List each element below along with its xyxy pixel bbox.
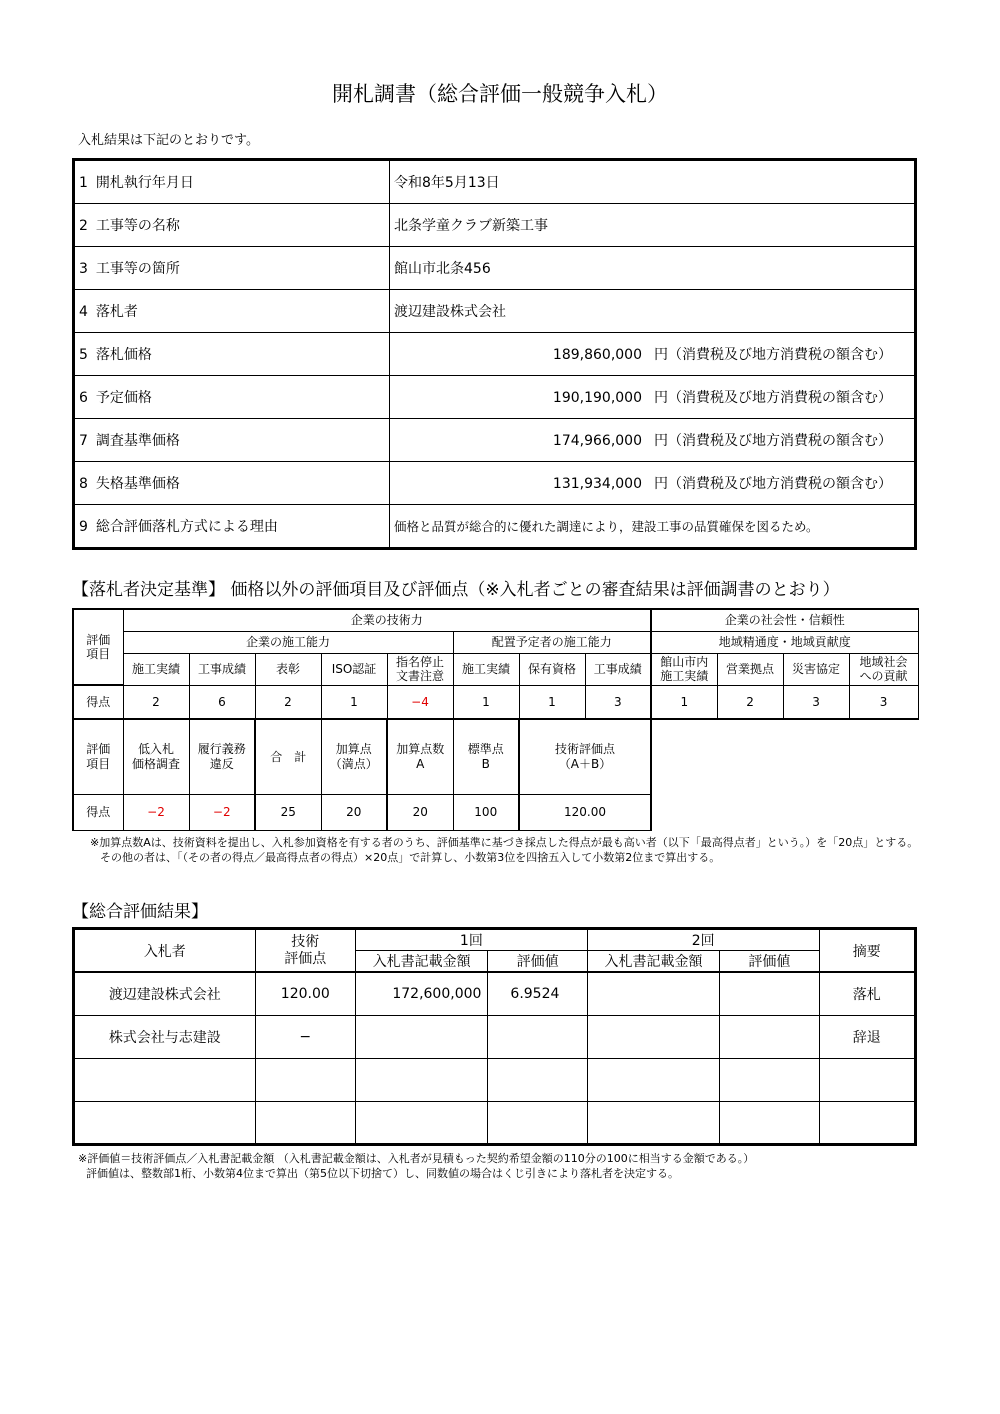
bidder-col-header: 入札者 (74, 929, 256, 973)
round2-eval (720, 972, 819, 1015)
remark-col-header: 摘要 (819, 929, 915, 973)
round1-eval (488, 1058, 587, 1101)
round1-eval (488, 1015, 587, 1058)
criteria-score: 1 (651, 685, 717, 719)
result-row (74, 972, 916, 1015)
criteria-item: 営業拠点 (717, 653, 783, 685)
amount-unit: 円（消費税及び地方消費税の額含む） (654, 433, 892, 449)
round2-eval-header: 評価値 (720, 951, 819, 973)
round1-amount (355, 1058, 487, 1101)
info-row (74, 204, 916, 247)
round1-amount (355, 1015, 487, 1058)
info-label-text: 工事等の名称 (95, 218, 180, 234)
criteria-item-2: 履行義務 違反 (189, 719, 255, 794)
info-number: 4 (79, 304, 88, 320)
amount-value: 190,190,000 (552, 390, 642, 406)
info-row (74, 419, 916, 462)
criteria-score: 2 (255, 685, 321, 719)
blank-area (651, 719, 918, 830)
criteria-score-2: 100 (453, 794, 519, 830)
amount-unit: 円（消費税及び地方消費税の額含む） (654, 476, 892, 492)
results-note-line1: ※評価値＝技術評価点／入札書記載金額 （入札書記載金額は、入札者が見積もった契約希望金額の110分の100に相当する金額である。） (78, 1152, 755, 1165)
round2-amount (587, 1101, 719, 1144)
amount-value: 189,860,000 (552, 347, 642, 363)
round2-amount (587, 1058, 719, 1101)
criteria-item: 工事成績 (585, 653, 651, 685)
page-title: 開札調書（総合評価一般競争入札） (332, 82, 668, 106)
criteria-item: 地域社会 への貢献 (849, 653, 918, 685)
criteria-item: 施工実績 (453, 653, 519, 685)
info-number: 3 (79, 261, 88, 277)
info-number: 2 (79, 218, 88, 234)
criteria-item-2: 合 計 (255, 719, 321, 794)
round1-amount-header: 入札書記載金額 (355, 951, 487, 973)
criteria-note-line1: ※加算点数Aは、技術資料を提出し、入札参加資格を有する者のうち、評価基準に基づき採点した得点が最も高い者（以下「最高得点者」という。）を「20点」とする。 (90, 836, 919, 849)
criteria-item: ISO認証 (321, 653, 387, 685)
amount-unit: 円（消費税及び地方消費税の額含む） (654, 390, 892, 406)
round1-eval (488, 1101, 587, 1144)
round2-eval (720, 1015, 819, 1058)
criteria-score: 2 (717, 685, 783, 719)
round1-eval: 6.9524 (488, 972, 587, 1015)
criteria-score-2: −2 (123, 794, 189, 830)
regional-contribution-header: 地域精通度・地域貢献度 (651, 631, 918, 653)
criteria-table (72, 608, 919, 831)
criteria-item-2: 加算点 （満点） (321, 719, 387, 794)
info-value-text: 渡辺建設株式会社 (394, 304, 506, 320)
tech-score (255, 1101, 355, 1144)
remark (819, 1058, 915, 1101)
info-label (74, 505, 390, 549)
info-value (390, 290, 916, 333)
info-row (74, 462, 916, 505)
bid-info-table (72, 158, 917, 550)
tech-score: − (255, 1015, 355, 1058)
info-label-text: 落札価格 (95, 347, 152, 363)
score-label: 得点 (73, 685, 123, 719)
info-number: 5 (79, 347, 88, 363)
criteria-item: 保有資格 (519, 653, 585, 685)
info-label-text: 失格基準価格 (95, 476, 180, 492)
round2-eval (720, 1058, 819, 1101)
round2-eval (720, 1101, 819, 1144)
criteria-score-2: 120.00 (519, 794, 651, 830)
info-number: 7 (79, 433, 88, 449)
criteria-heading: 【落札者決定基準】 価格以外の評価項目及び評価点（※入札者ごとの審査結果は評価調書のとおり） (72, 580, 840, 600)
criteria-score: 2 (123, 685, 189, 719)
engineer-capability-header: 配置予定者の施工能力 (453, 631, 651, 653)
info-value-text: 北条学童クラブ新築工事 (394, 218, 548, 234)
info-label-text: 工事等の箇所 (95, 261, 180, 277)
criteria-item: 表彰 (255, 653, 321, 685)
tech-capability-header: 企業の技術力 (123, 609, 651, 631)
info-value (390, 419, 916, 462)
criteria-score-2: 25 (255, 794, 321, 830)
criteria-score: 6 (189, 685, 255, 719)
info-row (74, 290, 916, 333)
tech-score (255, 1058, 355, 1101)
info-value (390, 204, 916, 247)
info-value-text: 館山市北条456 (394, 261, 491, 277)
criteria-score: 3 (849, 685, 918, 719)
bidder-name (74, 1058, 256, 1101)
info-label-text: 調査基準価格 (95, 433, 180, 449)
criteria-item: 館山市内 施工実績 (651, 653, 717, 685)
criteria-note-line2: その他の者は、「（その者の得点／最高得点者の得点）×20点」で計算し、小数第3位を四捨五入して小数第2位まで算出する。 (100, 851, 721, 865)
round2-header: 2回 (587, 929, 819, 951)
remark: 落札 (819, 972, 915, 1015)
score-label-2: 得点 (73, 794, 123, 830)
info-label (74, 247, 390, 290)
round1-amount (355, 1101, 487, 1144)
amount-unit: 円（消費税及び地方消費税の額含む） (654, 347, 892, 363)
bidder-name: 株式会社与志建設 (74, 1015, 256, 1058)
criteria-score: 3 (783, 685, 849, 719)
criteria-score: 1 (321, 685, 387, 719)
results-note (78, 1152, 938, 1182)
remark: 辞退 (819, 1015, 915, 1058)
info-label (74, 160, 390, 204)
criteria-item: 災害協定 (783, 653, 849, 685)
social-reliability-header: 企業の社会性・信頼性 (651, 609, 918, 631)
amount-value: 174,966,000 (552, 433, 642, 449)
criteria-item: 施工実績 (123, 653, 189, 685)
criteria-item-2: 低入札 価格調査 (123, 719, 189, 794)
criteria-item: 指名停止 文書注意 (387, 653, 453, 685)
info-number: 1 (79, 175, 88, 191)
info-label-text: 落札者 (95, 304, 138, 320)
result-row (74, 1058, 916, 1101)
info-number: 8 (79, 476, 88, 492)
info-label (74, 376, 390, 419)
info-number: 9 (79, 519, 88, 535)
round1-amount: 172,600,000 (355, 972, 487, 1015)
info-row (74, 376, 916, 419)
criteria-note (90, 835, 920, 866)
results-table (72, 927, 917, 1146)
info-label (74, 204, 390, 247)
info-label-text: 開札執行年月日 (95, 175, 194, 191)
info-label (74, 462, 390, 505)
criteria-item-2: 加算点数 A (387, 719, 453, 794)
intro-text: 入札結果は下記のとおりです。 (78, 133, 259, 148)
round2-amount (587, 972, 719, 1015)
round2-amount (587, 1015, 719, 1058)
info-number: 6 (79, 390, 88, 406)
result-row (74, 1015, 916, 1058)
criteria-score-2: −2 (189, 794, 255, 830)
info-label-text: 総合評価落札方式による理由 (95, 519, 278, 535)
criteria-score: −4 (387, 685, 453, 719)
info-value (390, 376, 916, 419)
criteria-item-label: 評価 項目 (73, 609, 123, 685)
results-note-line2: 評価値は、整数部1桁、小数第4位まで算出（第5位以下切捨て）し、同数値の場合はくじ引きにより落札者を決定する。 (86, 1166, 679, 1180)
info-value-text: 価格と品質が総合的に優れた調達により，建設工事の品質確保を図るため。 (394, 519, 819, 534)
info-label (74, 333, 390, 376)
round1-eval-header: 評価値 (488, 951, 587, 973)
info-row (74, 247, 916, 290)
bidder-name: 渡辺建設株式会社 (74, 972, 256, 1015)
criteria-item: 工事成績 (189, 653, 255, 685)
criteria-score-2: 20 (321, 794, 387, 830)
info-value-text: 令和8年5月13日 (394, 175, 500, 191)
info-row (74, 505, 916, 549)
round2-amount-header: 入札書記載金額 (587, 951, 719, 973)
info-row (74, 160, 916, 204)
info-label (74, 419, 390, 462)
criteria-item-2: 標準点 B (453, 719, 519, 794)
info-row (74, 333, 916, 376)
criteria-score: 1 (453, 685, 519, 719)
bidder-name (74, 1101, 256, 1144)
amount-value: 131,934,000 (552, 476, 642, 492)
tech-score: 120.00 (255, 972, 355, 1015)
info-value (390, 247, 916, 290)
construction-capability-header: 企業の施工能力 (123, 631, 453, 653)
info-value (390, 333, 916, 376)
criteria-score: 3 (585, 685, 651, 719)
results-heading: 【総合評価結果】 (72, 902, 208, 922)
round1-header: 1回 (355, 929, 587, 951)
criteria-item-label-2: 評価 項目 (73, 719, 123, 794)
result-row (74, 1101, 916, 1144)
info-value (390, 160, 916, 204)
info-label (74, 290, 390, 333)
criteria-score: 1 (519, 685, 585, 719)
tech-score-col-header: 技術 評価点 (255, 929, 355, 973)
info-label-text: 予定価格 (95, 390, 152, 406)
criteria-score-2: 20 (387, 794, 453, 830)
info-value (390, 505, 916, 549)
info-value (390, 462, 916, 505)
remark (819, 1101, 915, 1144)
criteria-item-2: 技術評価点 （A＋B） (519, 719, 651, 794)
